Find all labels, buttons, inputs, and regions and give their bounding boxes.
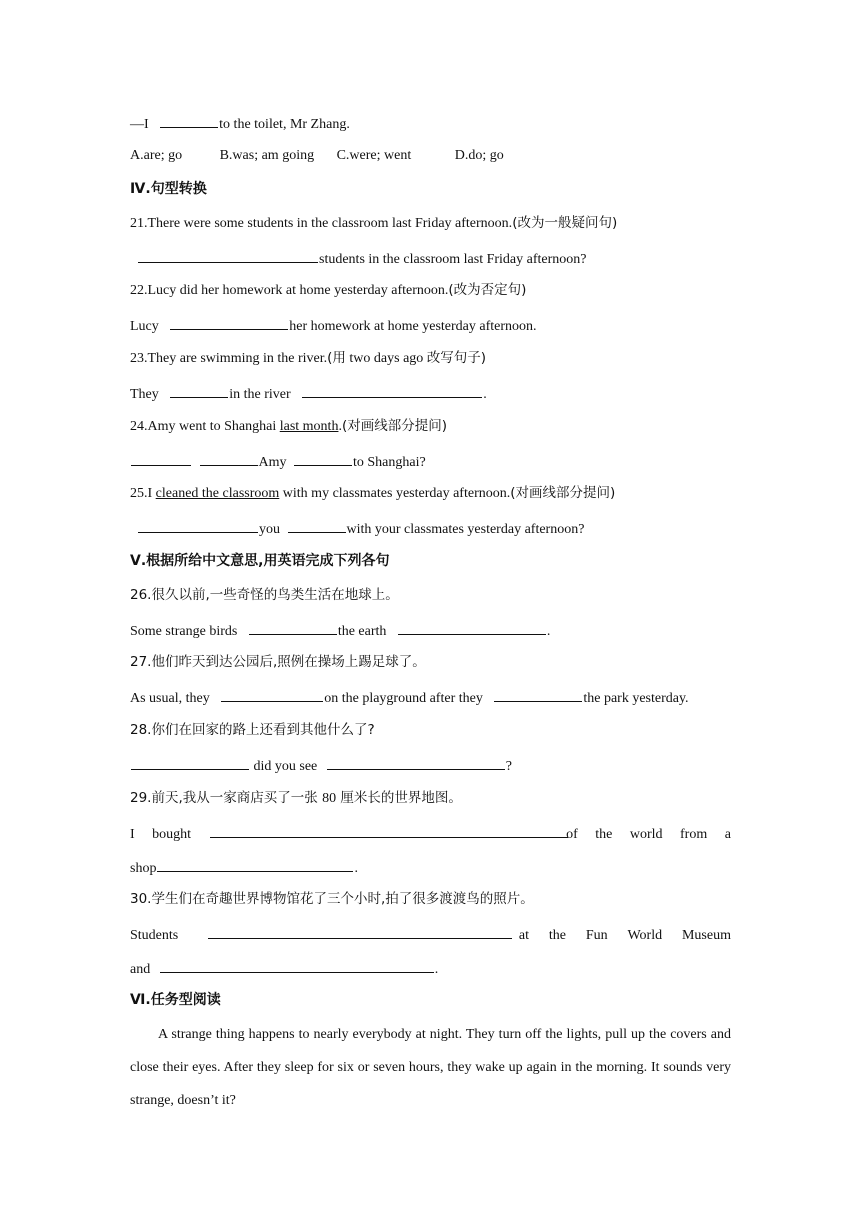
answer-text: to the toilet, Mr Zhang.	[219, 117, 350, 132]
answer-text: her homework at home yesterday afternoon.	[289, 319, 537, 334]
answer-text: .	[546, 624, 551, 639]
question-27: 27.他们昨天到达公园后,照例在操场上踢足球了。	[130, 654, 426, 670]
question-text: with my classmates yesterday afternoon.	[279, 486, 511, 501]
answer-28	[130, 754, 731, 777]
answer-word: from	[680, 827, 708, 842]
question-25	[130, 483, 731, 504]
question-text: 25.I	[130, 486, 156, 501]
question-number-value: 80	[322, 791, 337, 806]
answer-blank	[160, 957, 434, 973]
answer-text: you	[259, 522, 280, 537]
answer-blank	[131, 754, 249, 770]
answer-blank	[157, 856, 353, 872]
underlined-phrase: cleaned the classroom	[155, 486, 280, 501]
answer-text: with your classmates yesterday afternoon?	[346, 522, 585, 537]
question-instruction: (对画线部分提问)	[510, 485, 616, 501]
answer-text: the earth	[337, 624, 387, 639]
answer-lead: They	[130, 387, 159, 402]
question-text: 21.There were some students in the classroom last Friday afternoon.	[130, 216, 513, 231]
answer-word: bought	[152, 827, 192, 842]
answer-blank	[294, 450, 352, 466]
answer-lead: shop	[130, 861, 157, 876]
question-22	[130, 280, 731, 301]
answer-blank	[288, 517, 346, 533]
question-line	[130, 112, 731, 135]
answer-lead: Some strange birds	[130, 624, 238, 639]
question-30: 30.学生们在奇趣世界博物馆花了三个小时,拍了很多渡渡鸟的照片。	[130, 891, 534, 907]
answer-word: a	[724, 827, 731, 842]
answer-blank	[221, 686, 323, 702]
answer-text: .	[434, 962, 439, 977]
answer-30-line1	[130, 923, 731, 946]
answer-lead: and	[130, 962, 151, 977]
answer-word: the	[595, 827, 613, 842]
answer-word: at	[518, 928, 530, 943]
option-a: A.are; go	[130, 148, 183, 163]
question-text: 22.Lucy did her homework at home yesterday afternoon.	[130, 283, 449, 298]
answer-word: I	[130, 827, 135, 842]
answer-blank	[210, 822, 568, 838]
answer-text: on the playground after they	[324, 691, 483, 706]
answer-blank	[208, 923, 512, 939]
option-b: B.was; am going	[219, 148, 315, 163]
answer-blank	[327, 754, 505, 770]
question-text: 29.前天,我从一家商店买了一张	[130, 790, 323, 806]
answer-text: .	[483, 387, 487, 402]
answer-blank	[302, 382, 482, 398]
answer-30-line2	[130, 957, 731, 980]
answer-word: Fun	[585, 928, 608, 943]
question-text: 24.Amy went to Shanghai	[130, 419, 280, 434]
answer-text: to Shanghai?	[353, 455, 426, 470]
answer-22	[130, 314, 731, 337]
question-instruction: (用	[327, 350, 346, 366]
answer-word: the	[548, 928, 566, 943]
question-24	[130, 416, 731, 437]
question-29	[130, 788, 731, 809]
question-instruction: (改为一般疑问句)	[512, 215, 618, 231]
answer-text: ?	[505, 759, 512, 774]
question-26: 26.很久以前,一些奇怪的鸟类生活在地球上。	[130, 587, 399, 603]
question-text: two days ago	[345, 351, 427, 366]
section-heading-5: Ⅴ.根据所给中文意思,用英语完成下列各句	[130, 553, 390, 569]
section-heading-6: Ⅵ.任务型阅读	[130, 992, 221, 1008]
question-instruction: (改为否定句)	[448, 282, 527, 298]
option-c: C.were; went	[336, 148, 412, 163]
answer-text: Amy	[258, 455, 287, 470]
answer-27	[130, 686, 731, 709]
question-text: .	[338, 419, 342, 434]
question-21	[130, 213, 731, 234]
answer-blank	[170, 314, 288, 330]
answer-blank	[138, 247, 318, 263]
answer-24	[130, 450, 731, 473]
answer-lead: As usual, they	[130, 691, 210, 706]
answer-word: Students	[130, 928, 179, 943]
answer-blank	[131, 450, 191, 466]
options-row	[130, 146, 731, 166]
question-23	[130, 348, 731, 369]
answer-text: did you see	[250, 759, 318, 774]
answer-blank	[494, 686, 582, 702]
answer-word: world	[629, 827, 663, 842]
answer-21	[130, 247, 731, 270]
answer-23	[130, 382, 731, 405]
option-d: D.do; go	[454, 148, 504, 163]
answer-lead: —I	[130, 117, 149, 132]
answer-blank	[398, 619, 546, 635]
question-text: 23.They are swimming in the river.	[130, 351, 328, 366]
answer-29-line2	[130, 856, 731, 879]
question-instruction: 改写句子)	[426, 350, 487, 366]
answer-blank	[160, 112, 218, 128]
question-instruction: (对画线部分提问)	[341, 418, 447, 434]
reading-passage: A strange thing happens to nearly everybody at night. They turn off the lights, pull up the covers and close their eyes. After they sleep for six or seven hours, they wake up again in the morning. It sounds very strange, doesn’t it?	[130, 1027, 731, 1108]
answer-26	[130, 619, 731, 642]
answer-text: .	[354, 861, 358, 876]
answer-29-line1	[130, 822, 731, 845]
question-28: 28.你们在回家的路上还看到其他什么了?	[130, 722, 375, 738]
question-text: 厘米长的世界地图。	[336, 790, 462, 806]
answer-word: of	[566, 827, 578, 842]
answer-text: the park yesterday.	[583, 691, 689, 706]
section-heading-4: Ⅳ.句型转换	[130, 181, 207, 197]
answer-word: World	[627, 928, 663, 943]
answer-25	[130, 517, 731, 540]
answer-lead: Lucy	[130, 319, 159, 334]
underlined-phrase: last month	[279, 419, 339, 434]
answer-word: Museum	[681, 928, 731, 943]
answer-blank	[200, 450, 258, 466]
answer-text: students in the classroom last Friday afternoon?	[319, 252, 587, 267]
answer-blank	[249, 619, 337, 635]
answer-blank	[170, 382, 228, 398]
answer-text: in the river	[229, 387, 291, 402]
answer-blank	[138, 517, 258, 533]
